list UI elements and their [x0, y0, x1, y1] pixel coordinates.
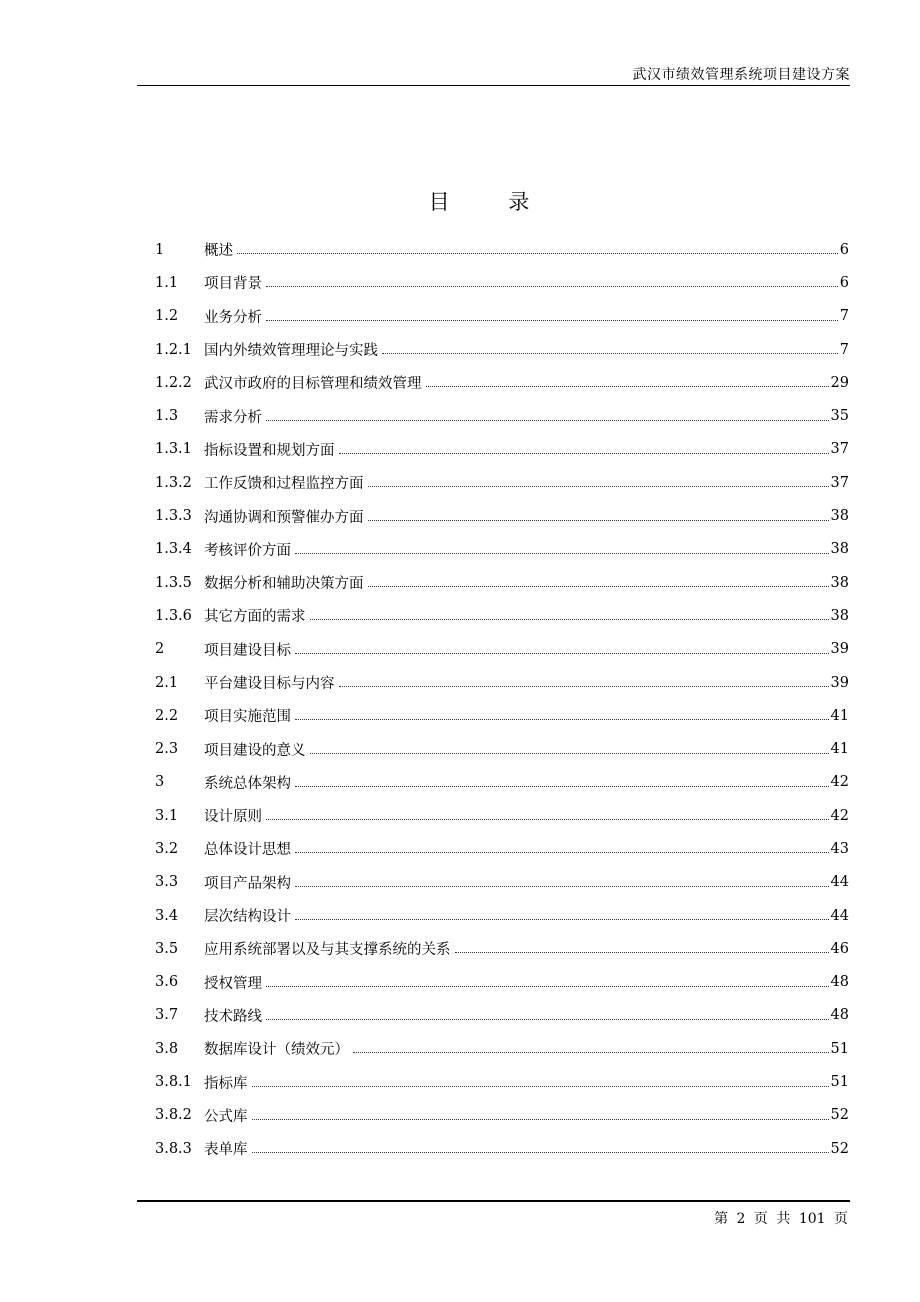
toc-entry[interactable]	[155, 866, 849, 899]
toc-entry-title[interactable]: 平台建设目标与内容	[204, 676, 335, 692]
toc-dot-leader	[295, 886, 829, 887]
toc-entry-title[interactable]: 武汉市政府的目标管理和绩效管理	[204, 376, 422, 393]
toc-entry-title[interactable]: 应用系统部署以及与其支撑系统的关系	[204, 942, 451, 959]
toc-dot-leader	[353, 1052, 829, 1053]
toc-entry[interactable]	[155, 499, 849, 532]
toc-entry-title[interactable]: 总体设计思想	[204, 842, 291, 859]
toc-entry-number: 2.2	[155, 707, 179, 724]
toc-dot-leader	[310, 753, 829, 754]
toc-entry-number: 3.1	[155, 807, 179, 824]
toc-entry-title[interactable]: 设计原则	[204, 809, 262, 826]
running-header-title: 武汉市绩效管理系统项目建设方案	[632, 67, 850, 83]
toc-dot-leader	[295, 719, 829, 720]
toc-entry-title[interactable]: 公式库	[204, 1108, 248, 1125]
toc-entry-page: 43	[830, 840, 849, 857]
toc-dot-leader	[252, 1119, 829, 1120]
toc-dot-leader	[310, 619, 829, 620]
toc-dot-leader	[252, 1152, 829, 1153]
toc-entry-number: 1.2.1	[155, 341, 192, 358]
toc-dot-leader	[295, 786, 829, 787]
toc-entry-page: 51	[830, 1074, 849, 1091]
toc-dot-leader	[368, 586, 829, 587]
toc-entry-number: 2.1	[155, 674, 179, 691]
toc-entry-number: 3.2	[155, 840, 179, 857]
toc-entry-number: 3.4	[155, 907, 179, 924]
toc-entry[interactable]	[155, 899, 849, 932]
toc-title: 目 录	[428, 190, 530, 214]
toc-entry-number: 1.3.2	[155, 474, 192, 491]
toc-dot-leader	[426, 386, 829, 387]
toc-dot-leader	[455, 952, 829, 953]
toc-entry[interactable]	[155, 666, 849, 699]
toc-entry-number: 3.3	[155, 874, 179, 891]
toc-entry[interactable]	[155, 333, 849, 366]
header-divider	[137, 85, 850, 86]
toc-entry-page: 38	[830, 607, 849, 624]
toc-entry-title[interactable]: 沟通协调和预警催办方面	[204, 509, 364, 526]
toc-entry-number: 1.1	[155, 274, 179, 291]
toc-entry-page: 35	[830, 408, 849, 425]
toc-entry-page: 6	[839, 274, 849, 291]
toc-entry-number: 1.3.6	[155, 607, 192, 624]
toc-entry-number: 3.8	[155, 1040, 179, 1057]
toc-entry-title[interactable]: 指标设置和规划方面	[204, 442, 335, 459]
toc-entry-page: 41	[830, 707, 849, 724]
toc-entry-page: 42	[830, 774, 849, 791]
toc-entry[interactable]	[155, 533, 849, 566]
toc-entry-number: 3	[155, 774, 165, 791]
toc-entry-number: 1.3.4	[155, 541, 192, 558]
toc-entry-page: 6	[839, 241, 849, 258]
toc-entry[interactable]	[155, 799, 849, 832]
toc-entry-number: 2.3	[155, 741, 179, 758]
toc-dot-leader	[295, 553, 829, 554]
toc-entry-page: 44	[830, 907, 849, 924]
toc-entry[interactable]	[155, 399, 849, 432]
toc-entry-page: 37	[830, 441, 849, 458]
toc-entry-title[interactable]: 工作反馈和过程监控方面	[204, 476, 364, 493]
toc-entry-page: 52	[830, 1107, 849, 1124]
toc-entry-title[interactable]: 技术路线	[204, 1008, 262, 1025]
toc-dot-leader	[368, 520, 829, 521]
toc-dot-leader	[382, 353, 838, 354]
toc-entry-page: 42	[830, 807, 849, 824]
toc-entry-page: 29	[830, 374, 849, 391]
toc-entry[interactable]	[155, 566, 849, 599]
toc-entry-page: 46	[830, 940, 849, 957]
toc-entry[interactable]	[155, 1132, 849, 1165]
toc-entry-number: 1.2	[155, 308, 179, 325]
toc-entry-page: 7	[839, 308, 849, 325]
toc-entry[interactable]	[155, 766, 849, 799]
toc-entry-title[interactable]: 项目背景	[204, 276, 262, 293]
toc-dot-leader	[295, 653, 829, 654]
toc-entry-title[interactable]: 国内外绩效管理理论与实践	[204, 343, 378, 360]
toc-entry-title[interactable]: 项目产品架构	[204, 875, 291, 892]
toc-entry-page: 41	[830, 741, 849, 758]
toc-entry[interactable]	[155, 266, 849, 299]
toc-entry[interactable]	[155, 1099, 849, 1132]
toc-entry-title[interactable]: 项目建设目标	[204, 642, 291, 659]
toc-entry-title[interactable]: 表单库	[204, 1142, 248, 1159]
toc-entry-page: 39	[830, 674, 849, 691]
toc-entry-number: 1.3	[155, 408, 179, 425]
toc-entry[interactable]	[155, 599, 849, 632]
toc-entry[interactable]	[155, 1065, 849, 1098]
toc-entry-title[interactable]: 业务分析	[204, 309, 262, 326]
toc-entry-number: 3.8.2	[155, 1107, 192, 1124]
toc-dot-leader	[266, 420, 829, 421]
toc-entry[interactable]	[155, 633, 849, 666]
toc-dot-leader	[266, 819, 829, 820]
toc-entry[interactable]	[155, 732, 849, 765]
toc-entry-title[interactable]: 项目建设的意义	[204, 742, 306, 759]
toc-entry[interactable]	[155, 999, 849, 1032]
toc-dot-leader	[237, 253, 838, 254]
toc-dot-leader	[266, 286, 838, 287]
page-number-footer: 第 2 页 共 101 页	[714, 1211, 848, 1227]
toc-entry-page: 38	[830, 574, 849, 591]
toc-entry-title[interactable]: 考核评价方面	[204, 542, 291, 559]
toc-entry[interactable]	[155, 366, 849, 399]
toc-entry[interactable]	[155, 1032, 849, 1065]
toc-entry-title[interactable]: 数据分析和辅助决策方面	[204, 576, 364, 593]
toc-entry[interactable]	[155, 300, 849, 333]
toc-entry-title[interactable]: 项目实施范围	[204, 709, 291, 726]
toc-entry-title[interactable]: 层次结构设计	[204, 909, 291, 926]
toc-dot-leader	[339, 453, 829, 454]
toc-entry[interactable]	[155, 699, 849, 732]
toc-dot-leader	[339, 686, 829, 687]
toc-entry-number: 1.2.2	[155, 374, 192, 391]
toc-entry-number: 3.8.3	[155, 1140, 192, 1157]
toc-entry[interactable]	[155, 966, 849, 999]
toc-entry-page: 7	[839, 341, 849, 358]
toc-entry-page: 52	[830, 1140, 849, 1157]
toc-entry-title[interactable]: 需求分析	[204, 409, 262, 426]
footer-divider	[137, 1200, 850, 1202]
toc-entry[interactable]	[155, 466, 849, 499]
toc-entry-number: 3.5	[155, 940, 179, 957]
toc-dot-leader	[266, 1019, 829, 1020]
toc-entry-number: 2	[155, 641, 165, 658]
table-of-contents	[155, 233, 849, 1165]
toc-entry[interactable]	[155, 932, 849, 965]
toc-entry[interactable]	[155, 233, 849, 266]
toc-entry-page: 44	[830, 874, 849, 891]
toc-entry-number: 1.3.1	[155, 441, 192, 458]
toc-entry-number: 1.3.3	[155, 508, 192, 525]
toc-dot-leader	[266, 320, 838, 321]
toc-entry-title[interactable]: 指标库	[204, 1075, 248, 1092]
toc-dot-leader	[368, 486, 829, 487]
toc-entry-number: 3.8.1	[155, 1074, 192, 1091]
toc-entry-page: 51	[830, 1040, 849, 1057]
toc-entry-page: 38	[830, 541, 849, 558]
toc-dot-leader	[252, 1086, 829, 1087]
toc-dot-leader	[295, 919, 829, 920]
toc-entry-page: 39	[830, 641, 849, 658]
toc-entry-number: 3.7	[155, 1007, 179, 1024]
toc-entry-number: 1.3.5	[155, 574, 192, 591]
toc-dot-leader	[295, 852, 829, 853]
toc-entry[interactable]	[155, 433, 849, 466]
toc-entry-page: 38	[830, 508, 849, 525]
toc-entry[interactable]	[155, 832, 849, 865]
toc-entry-title[interactable]: 系统总体架构	[204, 775, 291, 792]
toc-entry-title[interactable]: 概述	[204, 243, 233, 260]
toc-entry-page: 37	[830, 474, 849, 491]
toc-entry-page: 48	[830, 1007, 849, 1024]
toc-entry-page: 48	[830, 974, 849, 991]
toc-entry-number: 3.6	[155, 974, 179, 991]
toc-entry-title[interactable]: 数据库设计（绩效元）	[204, 1042, 349, 1059]
toc-entry-number: 1	[155, 241, 165, 258]
toc-dot-leader	[266, 986, 829, 987]
toc-entry-title[interactable]: 授权管理	[204, 975, 262, 992]
toc-entry-title[interactable]: 其它方面的需求	[204, 609, 306, 626]
